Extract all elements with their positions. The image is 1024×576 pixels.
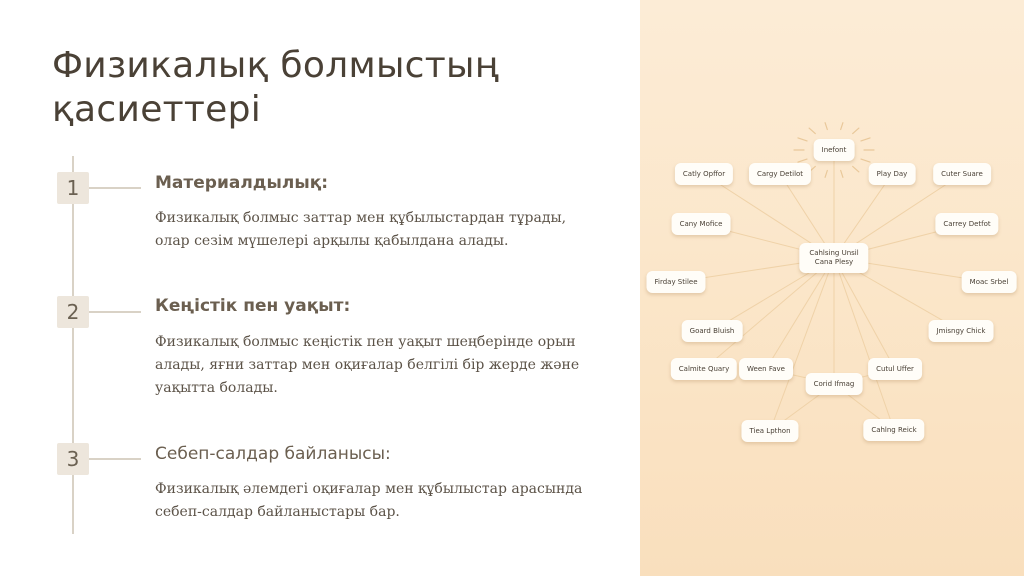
timeline-line	[72, 156, 74, 534]
mind-map-node: Cuter Suare	[933, 163, 991, 185]
step-number: 1	[66, 176, 80, 200]
glow-ray	[853, 128, 859, 134]
glow-ray	[841, 123, 843, 130]
mind-map-node: Catly Opffor	[675, 163, 733, 185]
step-description: Физикалық болмыс кеңістік пен уақыт шеңберінде орын алады, яғни заттар мен оқиғалар белгілі бір жерде және уақытта болады.	[155, 334, 580, 396]
glow-ray	[861, 159, 870, 162]
mind-map-node: Jmisngy Chick	[929, 320, 994, 342]
glow-ray	[809, 128, 815, 134]
step-number-box	[57, 296, 89, 328]
step-number: 3	[66, 447, 80, 471]
glow-ray	[825, 171, 827, 178]
mind-map-node: Calmite Quary	[671, 358, 737, 380]
step-heading: Кеңістік пен уақыт:	[155, 296, 351, 316]
step-heading: Себеп-салдар байланысы:	[155, 444, 391, 464]
mind-map-node: Goard Bluish	[682, 320, 743, 342]
mind-map-node: Ween Fave	[739, 358, 793, 380]
glow-ray	[825, 123, 827, 130]
center-node-line-2: Cana Plesy	[814, 258, 854, 266]
connector-line	[834, 258, 895, 369]
mind-map-node: Cahlng Reick	[863, 419, 924, 441]
step-number-box	[57, 172, 89, 204]
step-connector	[89, 311, 141, 313]
mind-map-node: Tiea Lpthon	[741, 420, 798, 442]
glow-ray	[841, 171, 843, 178]
glow-ray	[853, 166, 859, 172]
mind-map-node: Inefont	[814, 139, 855, 161]
mind-map-node: Cany Mofice	[672, 213, 731, 235]
connector-line	[766, 258, 834, 369]
mind-map-node: Play Day	[869, 163, 916, 185]
step-heading: Материалдылық:	[155, 173, 329, 193]
step-description: Физикалық әлемдегі оқиғалар мен құбылыстар арасында себеп-салдар байланыстары бар.	[155, 481, 583, 520]
glow-ray	[798, 138, 807, 141]
mind-map-node: Carrey Detfot	[935, 213, 998, 235]
mind-map-illustration	[640, 0, 1024, 576]
mind-map-node: Firday Stilee	[646, 271, 705, 293]
mind-map-node: Corid Ifmag	[806, 373, 863, 395]
mind-map-node: Cutul Uffer	[868, 358, 922, 380]
slide-title: Физикалық болмыстың қасиеттері	[52, 45, 499, 130]
mind-map-node: Moac Srbel	[962, 271, 1017, 293]
glow-ray	[798, 159, 807, 162]
step-number-box	[57, 443, 89, 475]
step-connector	[89, 187, 141, 189]
connector-line	[834, 258, 894, 430]
step-connector	[89, 458, 141, 460]
center-node-line-1: Cahlsing Unsil	[809, 249, 859, 257]
connector-line	[770, 258, 834, 431]
mind-map-node: Cargy Detilot	[749, 163, 811, 185]
step-number: 2	[66, 300, 80, 324]
mind-map-center-node	[799, 243, 868, 273]
step-description: Физикалық болмыс заттар мен құбылыстардан тұрады, олар сезім мүшелері арқылы қабылдана алады.	[155, 210, 567, 249]
glow-ray	[861, 138, 870, 141]
